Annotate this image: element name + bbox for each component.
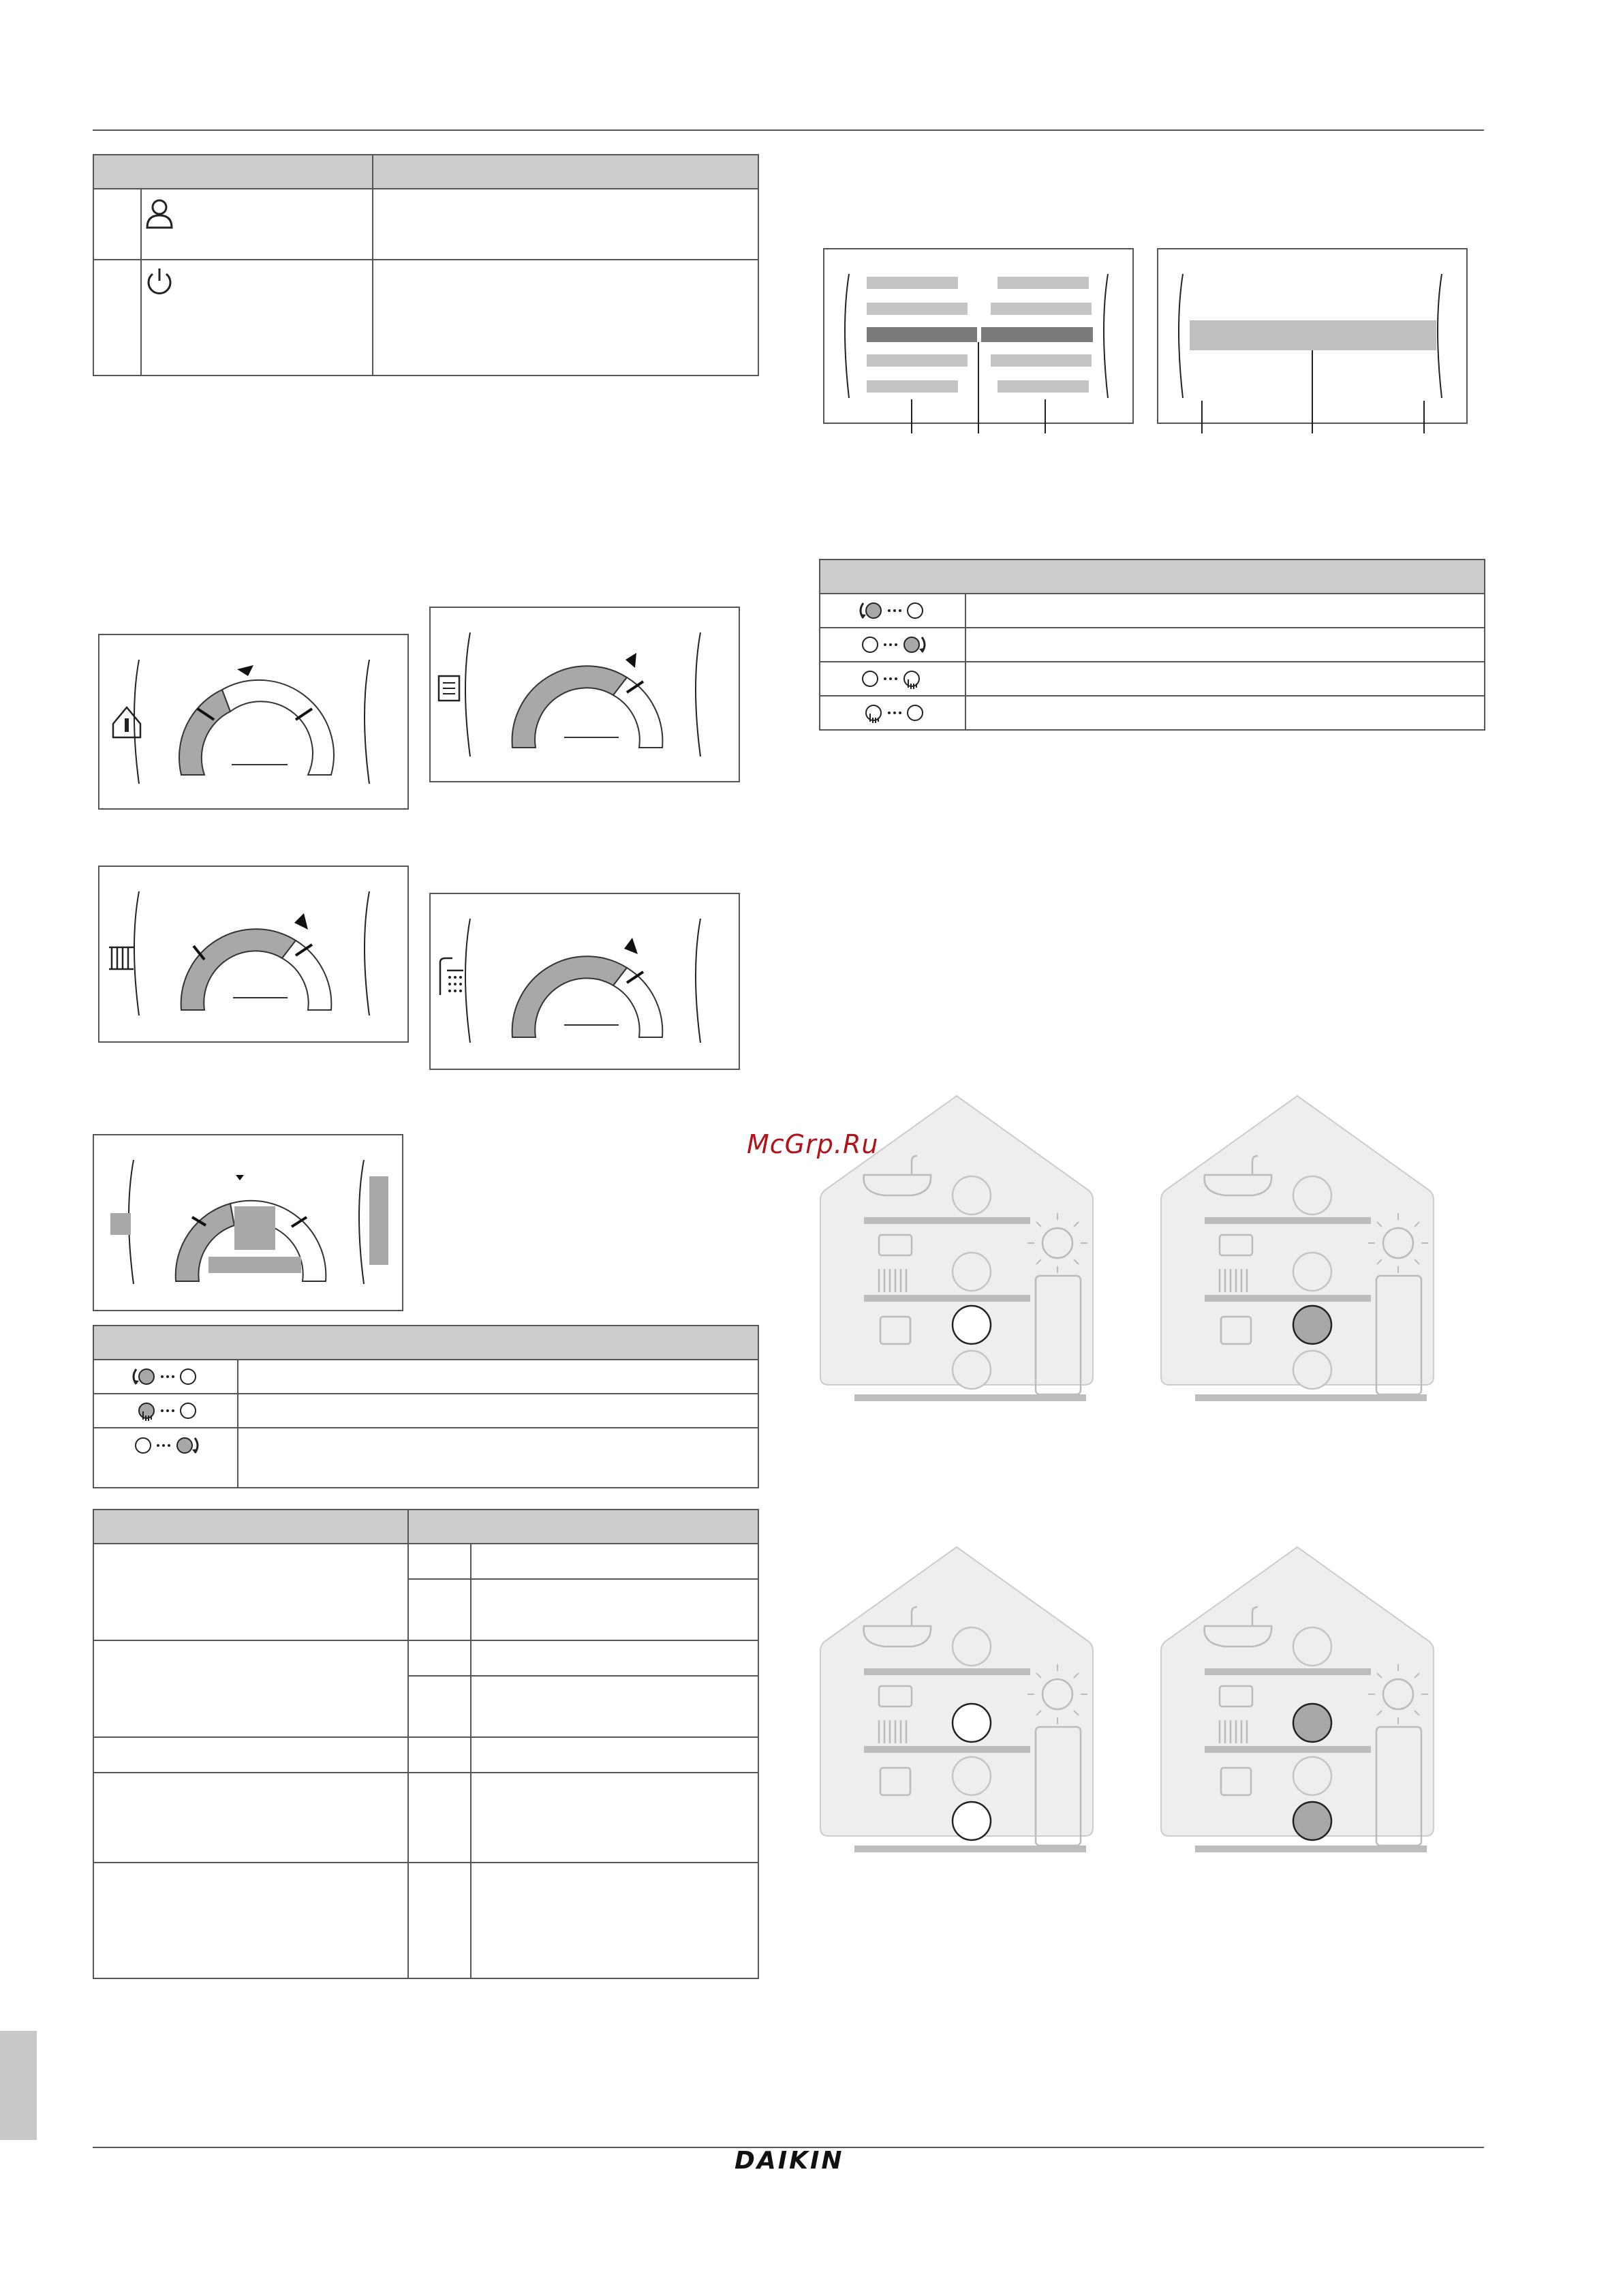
table-cell — [238, 1360, 758, 1394]
rotate-right-dial-icon — [855, 633, 930, 656]
zone-indicator — [1293, 1253, 1331, 1291]
zone-indicator — [1293, 1627, 1331, 1666]
table-cell — [93, 1360, 238, 1394]
settings-table — [93, 1509, 759, 1979]
table-cell — [471, 1676, 758, 1737]
table-header-cell — [373, 155, 758, 189]
dial-screen-radiator — [98, 866, 409, 1043]
table-cell — [93, 1863, 408, 1978]
table-header-cell — [93, 1510, 408, 1544]
radiator-icon — [109, 947, 134, 969]
value-screen — [1157, 248, 1468, 424]
table-cell — [965, 696, 1485, 730]
table-cell — [408, 1579, 471, 1640]
house-temperature-icon — [113, 707, 140, 737]
table-cell — [408, 1863, 471, 1978]
zone-indicator — [953, 1253, 991, 1291]
table-cell — [965, 628, 1485, 662]
zone-indicator — [953, 1704, 991, 1742]
table-cell — [820, 696, 965, 730]
zone-indicator — [1293, 1176, 1331, 1214]
table-cell — [471, 1640, 758, 1676]
table-cell — [471, 1544, 758, 1579]
menu-list-screen — [823, 248, 1134, 424]
table-cell — [238, 1394, 758, 1428]
table-cell — [408, 1773, 471, 1863]
rotate-left-dial-icon — [855, 599, 930, 622]
dial-actions-table-left — [93, 1325, 759, 1488]
house-diagram — [816, 1090, 1102, 1418]
table-header-cell — [93, 1326, 758, 1360]
table-cell — [93, 1737, 408, 1773]
table-cell — [471, 1737, 758, 1773]
rotate-right-dial-icon — [128, 1434, 203, 1457]
table-cell — [965, 594, 1485, 628]
table-cell — [471, 1773, 758, 1863]
table-header-cell — [408, 1510, 758, 1544]
zone-indicator — [1293, 1704, 1331, 1742]
daikin-logo: DAIKIN — [735, 2147, 844, 2175]
side-tab — [0, 2031, 37, 2140]
power-icon — [144, 266, 174, 299]
zone-indicator — [1293, 1802, 1331, 1840]
house-diagram — [816, 1542, 1102, 1869]
table-cell — [93, 1394, 238, 1428]
house-diagram — [1157, 1542, 1443, 1869]
table-cell — [408, 1544, 471, 1579]
zone-indicator — [953, 1757, 991, 1795]
table-cell — [238, 1428, 758, 1488]
top-rule — [93, 129, 1484, 131]
zone-indicator — [953, 1306, 991, 1344]
dial-screen-shower — [429, 893, 740, 1070]
table-cell — [820, 662, 965, 696]
table-cell — [471, 1579, 758, 1640]
table-cell — [93, 1428, 238, 1488]
table-header-cell — [820, 560, 1485, 594]
house-diagram — [1157, 1090, 1443, 1418]
table-cell — [93, 1773, 408, 1863]
table-cell — [93, 1640, 408, 1737]
table-cell — [820, 594, 965, 628]
rotate-left-dial-icon — [128, 1365, 203, 1388]
press-left-dial-icon — [128, 1399, 203, 1422]
tank-icon — [439, 676, 459, 701]
press-left-dial-icon — [855, 701, 930, 724]
zone-indicator — [953, 1351, 991, 1389]
zone-indicator — [953, 1802, 991, 1840]
table-cell — [93, 260, 141, 376]
table-cell — [408, 1676, 471, 1737]
table-header-cell — [93, 155, 373, 189]
table-cell — [141, 260, 373, 376]
watermark: McGrp.Ru — [747, 1129, 879, 1159]
table-cell — [93, 189, 141, 260]
table-cell — [373, 260, 758, 376]
press-right-dial-icon — [855, 667, 930, 690]
icon-table-top-left — [93, 154, 759, 376]
table-cell — [820, 628, 965, 662]
table-cell — [965, 662, 1485, 696]
table-cell — [373, 189, 758, 260]
dial-screen-tank — [429, 607, 740, 782]
table-cell — [408, 1640, 471, 1676]
dial-screen-generic — [93, 1134, 403, 1311]
dial-screen-room — [98, 634, 409, 810]
zone-indicator — [1293, 1351, 1331, 1389]
table-cell — [141, 189, 373, 260]
zone-indicator — [953, 1176, 991, 1214]
zone-indicator — [953, 1627, 991, 1666]
user-icon — [144, 198, 174, 230]
table-cell — [408, 1737, 471, 1773]
table-cell — [93, 1544, 408, 1640]
shower-icon — [440, 958, 463, 995]
table-cell — [471, 1863, 758, 1978]
zone-indicator — [1293, 1757, 1331, 1795]
dial-actions-table-right — [819, 559, 1485, 731]
zone-indicator — [1293, 1306, 1331, 1344]
